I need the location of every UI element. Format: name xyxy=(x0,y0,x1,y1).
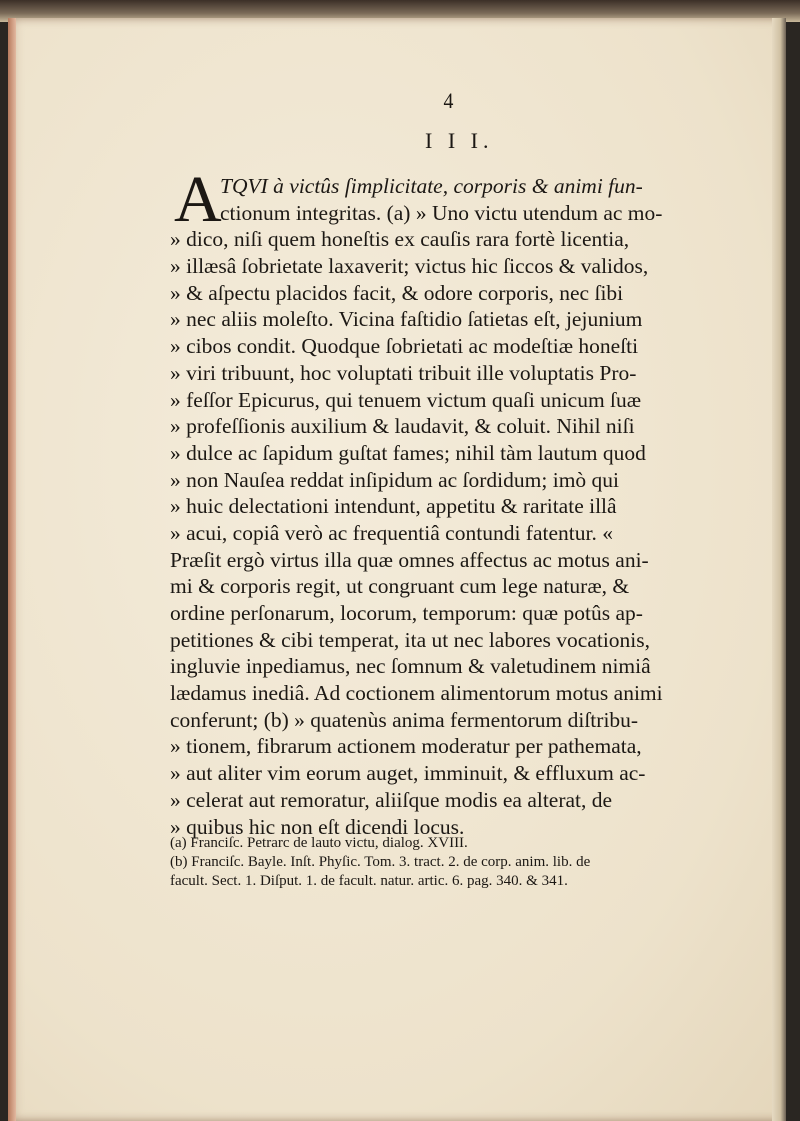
page-binding-edge xyxy=(8,18,16,1121)
text-line: » quibus hic non eſt dicendi locus. xyxy=(170,814,465,839)
text-line: » profeſſionis auxilium & laudavit, & coluit. Nihil niſi xyxy=(170,414,635,439)
text-line: » feſſor Epicurus, qui tenuem victum quaſi unicum ſuæ xyxy=(170,387,642,412)
drop-cap-initial: A xyxy=(174,163,222,236)
text-line: » non Nauſea reddat inſipidum ac ſordidum; imò qui xyxy=(170,467,620,492)
text-line: lædamus inediâ. Ad coctionem alimentorum motus animi xyxy=(170,681,663,706)
page-number: 4 xyxy=(443,88,454,113)
page-fore-edge xyxy=(772,18,786,1121)
text-line: » illæsâ ſobrietate laxaverit; victus hic ſiccos & validos, xyxy=(170,254,649,279)
footnote-a: (a) Franciſc. Petrarc de lauto victu, dialog. XVIII. xyxy=(170,835,468,851)
text-line: conferunt; (b) » quatenùs anima fermentorum diſtribu- xyxy=(170,707,639,732)
text-line: TQVI à victûs ſimplicitate, corporis & animi fun- xyxy=(220,174,643,198)
text-line: » viri tribuunt, hoc voluptati tribuit ille voluptatis Pro- xyxy=(170,360,637,385)
text-line: » huic delectationi intendunt, appetitu & raritate illâ xyxy=(170,494,617,519)
text-line: ordine perſonarum, locorum, temporum: quæ potûs ap- xyxy=(170,601,643,625)
text-line: » nec aliis moleſto. Vicina faſtidio ſatietas eſt, jejunium xyxy=(170,307,643,332)
text-line: petitiones & cibi temperat, ita ut nec labores vocationis, xyxy=(170,627,651,652)
text-line: mi & corporis regit, ut congruant cum lege naturæ, & xyxy=(170,574,630,599)
text-line: » cibos condit. Quodque ſobrietati ac modeſtiæ honeſti xyxy=(170,334,639,359)
text-line: » acui, copiâ verò ac frequentiâ contundi fatentur. « xyxy=(170,520,613,545)
text-line: ingluvie inpediamus, nec ſomnum & valetudinem nimiâ xyxy=(170,654,651,679)
text-line: » dulce ac ſapidum guſtat fames; nihil tàm lautum quod xyxy=(170,440,646,465)
text-line: » aut aliter vim eorum auget, imminuit, & effluxum ac- xyxy=(170,761,646,786)
text-line: » tionem, fibrarum actionem moderatur per pathemata, xyxy=(170,734,642,759)
text-line: ctionum integritas. (a) » Uno victu utendum ac mo- xyxy=(220,200,663,225)
main-text-block xyxy=(170,163,730,840)
footnote-b-continued: facult. Sect. 1. Diſput. 1. de facult. natur. artic. 6. pag. 340. & 341. xyxy=(170,873,568,889)
text-line: » & aſpectu placidos facit, & odore corporis, nec ſibi xyxy=(170,280,624,305)
text-line: Præſit ergò virtus illa quæ omnes affectus ac motus ani- xyxy=(170,547,649,572)
footnotes-block xyxy=(170,834,730,891)
book-page xyxy=(8,18,786,1121)
text-line: » dico, niſi quem honeſtis ex cauſis rara fortè licentia, xyxy=(170,227,630,252)
footnote-b: (b) Franciſc. Bayle. Inſt. Phyſic. Tom. 3. tract. 2. de corp. anim. lib. de xyxy=(170,854,591,870)
section-heading: I I I. xyxy=(425,128,494,153)
text-line: » celerat aut remoratur, aliiſque modis ea alterat, de xyxy=(170,787,613,812)
